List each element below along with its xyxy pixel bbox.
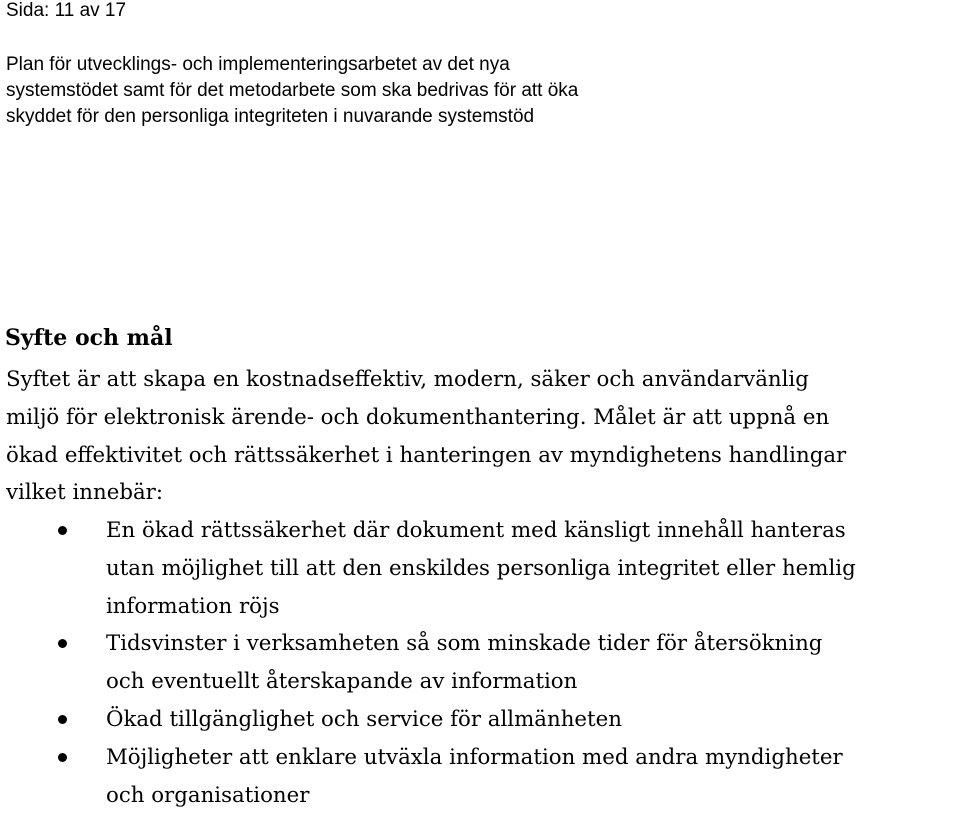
bullet-line: Tidsvinster i verksamheten så som minskade tider för återsökning	[106, 631, 823, 657]
bullet-item	[0, 701, 960, 739]
paragraph-line: ökad effektivitet och rättssäkerhet i hanteringen av myndighetens handlingar	[6, 442, 847, 468]
page-number: Sida: 11 av 17	[6, 0, 127, 21]
bullet-item	[0, 739, 960, 814]
bullet-dot-icon	[58, 753, 67, 762]
paragraph-line: vilket innebär:	[6, 480, 164, 506]
bullet-item	[0, 512, 960, 625]
bullet-line: En ökad rättssäkerhet där dokument med känsligt innehåll hanteras	[106, 518, 846, 543]
document-title-line: systemstödet samt för det metodarbete som ska bedrivas för att öka	[6, 80, 579, 101]
section-heading: Syfte och mål	[5, 325, 173, 351]
paragraph-line: miljö för elektronisk ärende- och dokumenthantering. Målet är att uppnå en	[6, 404, 830, 430]
bullet-line: information röjs	[106, 593, 280, 619]
paragraph-line: Syftet är att skapa en kostnadseffektiv, modern, säker och användarvänlig	[6, 367, 809, 392]
section-paragraph	[6, 361, 958, 512]
bullet-line: Ökad tillgänglighet och service för allmänheten	[106, 706, 622, 732]
bullet-dot-icon	[58, 639, 67, 648]
bullet-line: utan möjlighet till att den enskildes personliga integritet eller hemlig	[106, 555, 856, 581]
bullet-item	[0, 625, 960, 701]
bullet-dot-icon	[58, 715, 67, 724]
bullet-line: och organisationer	[106, 782, 310, 808]
bullet-dot-icon	[58, 526, 67, 535]
bullet-list	[0, 512, 960, 814]
document-title-line: Plan för utvecklings- och implementeringsarbetet av det nya	[6, 54, 510, 75]
document-title	[6, 52, 946, 130]
document-title-line: skyddet för den personliga integriteten i nuvarande systemstöd	[6, 106, 535, 127]
bullet-line: och eventuellt återskapande av information	[106, 669, 578, 695]
bullet-line: Möjligheter att enklare utväxla information med andra myndigheter	[106, 744, 843, 770]
